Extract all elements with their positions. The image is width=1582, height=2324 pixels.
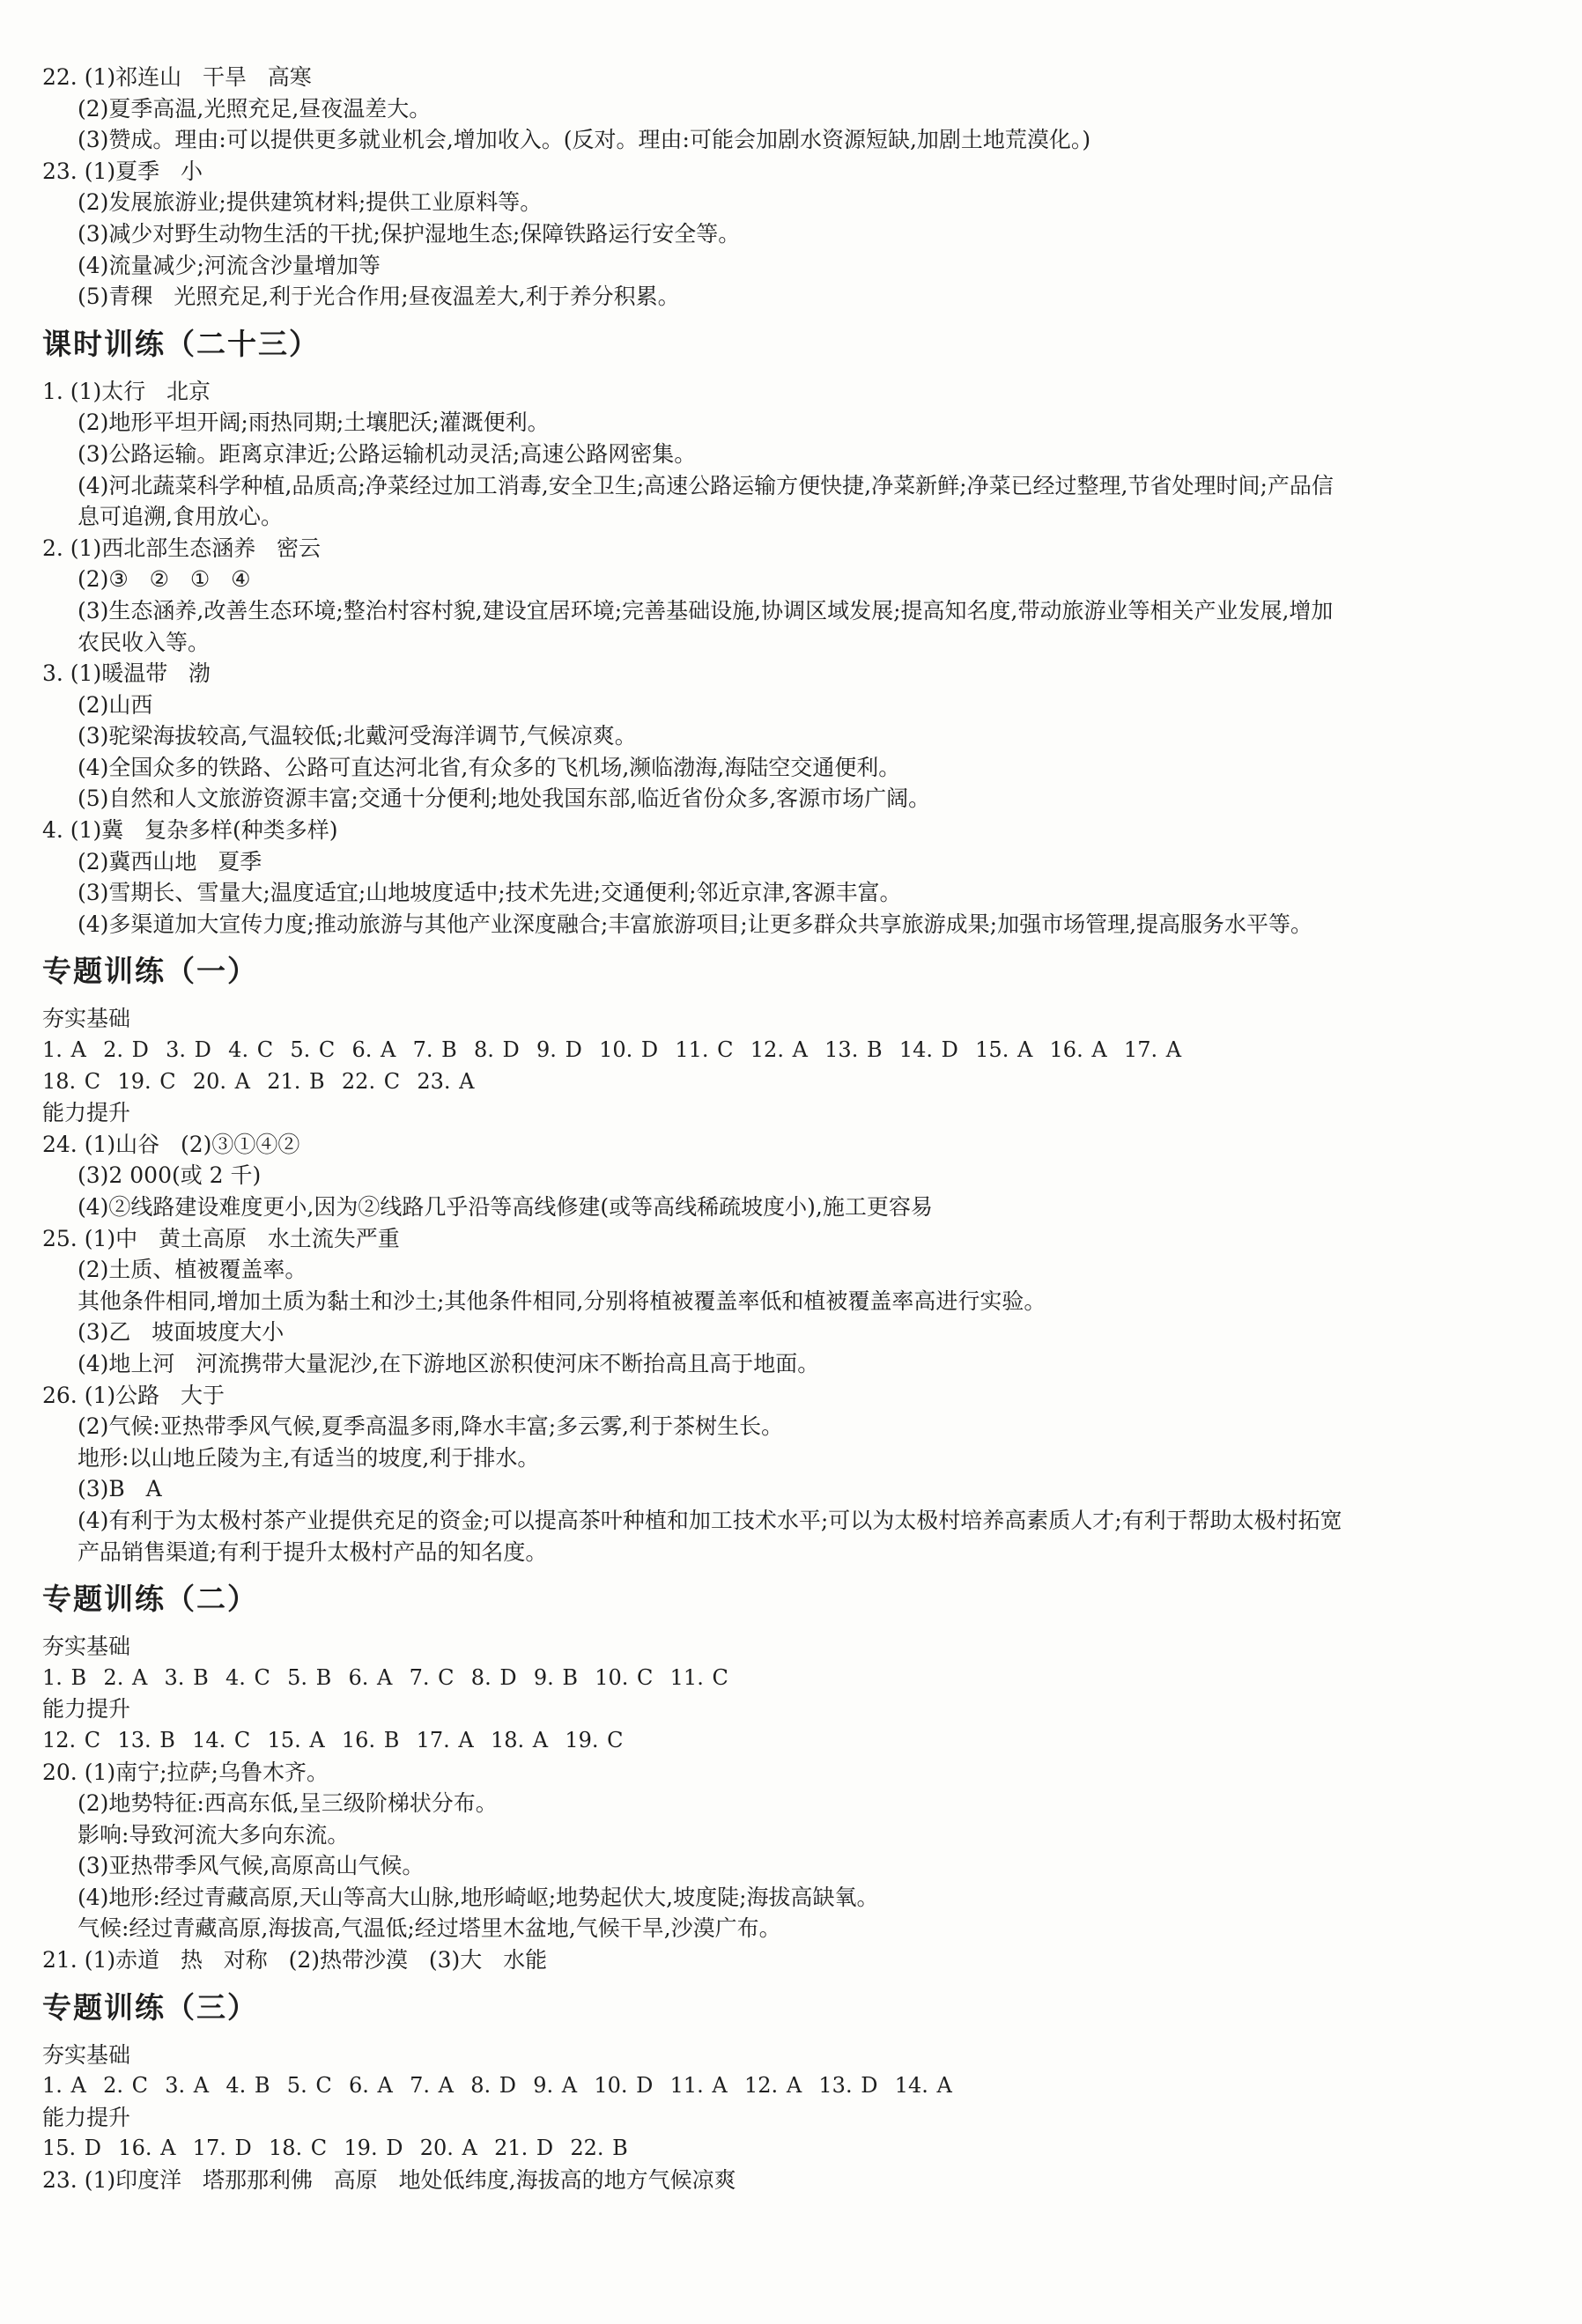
- answer-line: 气候:经过青藏高原,海拔高,气温低;经过塔里木盆地,气候干旱,沙漠广布。: [78, 1915, 781, 1942]
- question-line: 22. (1)祁连山 干旱 高寒: [42, 64, 312, 90]
- answer-line: 地形:以山地丘陵为主,有适当的坡度,利于排水。: [78, 1444, 540, 1471]
- choice-answers-row: 18. C 19. C 20. A 21. B 22. C 23. A: [42, 1068, 475, 1094]
- answer-line: 产品销售渠道;有利于提升太极村产品的知名度。: [78, 1538, 548, 1565]
- answer-line: (3)公路运输。距离京津近;公路运输机动灵活;高速公路网密集。: [78, 440, 697, 467]
- answer-line: 其他条件相同,增加土质为黏土和沙土;其他条件相同,分别将植被覆盖率低和植被覆盖率高进行实验。: [78, 1287, 1046, 1314]
- answer-line: (2)气候:亚热带季风气候,夏季高温多雨,降水丰富;多云雾,利于茶树生长。: [78, 1413, 784, 1440]
- subsection-label: 夯实基础: [42, 1634, 131, 1660]
- answer-line: (3)赞成。理由:可以提供更多就业机会,增加收入。(反对。理由:可能会加剧水资源短缺,加剧土地荒漠化。): [78, 127, 1091, 153]
- answer-line: (2)③ ② ① ④: [78, 566, 251, 593]
- question-line: 3. (1)暖温带 渤: [42, 660, 211, 687]
- answer-line: (4)地形:经过青藏高原,天山等高大山脉,地形崎岖;地势起伏大,坡度陡;海拔高缺氧。: [78, 1884, 879, 1910]
- question-line: 23. (1)印度洋 塔那那利佛 高原 地处低纬度,海拔高的地方气候凉爽: [42, 2167, 736, 2194]
- answer-line: (4)流量减少;河流含沙量增加等: [78, 252, 381, 278]
- answer-line: (3)减少对野生动物生活的干扰;保护湿地生态;保障铁路运行安全等。: [78, 220, 741, 247]
- answer-line: (2)夏季高温,光照充足,昼夜温差大。: [78, 95, 432, 122]
- answer-line: (3)驼梁海拔较高,气温较低;北戴河受海洋调节,气候凉爽。: [78, 723, 637, 749]
- question-line: 23. (1)夏季 小: [42, 158, 203, 184]
- answer-line: (2)发展旅游业;提供建筑材料;提供工业原料等。: [78, 189, 543, 216]
- question-line: 4. (1)冀 复杂多样(种类多样): [42, 817, 338, 844]
- question-line: 21. (1)赤道 热 对称 (2)热带沙漠 (3)大 水能: [42, 1947, 548, 1974]
- answer-line: (2)山西: [78, 691, 153, 718]
- answer-line: (2)土质、植被覆盖率。: [78, 1257, 307, 1283]
- answer-line: (2)地形平坦开阔;雨热同期;土壤肥沃;灌溉便利。: [78, 409, 550, 436]
- choice-answers-row: 12. C 13. B 14. C 15. A 16. B 17. A 18. A 19. C: [42, 1727, 624, 1752]
- answer-line: (4)地上河 河流携带大量泥沙,在下游地区淤积使河床不断抬高且高于地面。: [78, 1350, 820, 1376]
- subsection-label: 夯实基础: [42, 2041, 131, 2068]
- answer-line: 影响:导致河流大多向东流。: [78, 1821, 350, 1848]
- choice-answers-row: 1. A 2. D 3. D 4. C 5. C 6. A 7. B 8. D 9. D 10. D 11. C 12. A 13. B 14. D 15. A 16. A 17. A: [42, 1037, 1182, 1063]
- choice-answers-row: 1. B 2. A 3. B 4. C 5. B 6. A 7. C 8. D 9. B 10. C 11. C: [42, 1664, 728, 1690]
- answer-line: (4)河北蔬菜科学种植,品质高;净菜经过加工消毒,安全卫生;高速公路运输方便快捷,净菜新鲜;净菜已经过整理,节省处理时间;产品信: [78, 472, 1334, 498]
- answer-line: (5)自然和人文旅游资源丰富;交通十分便利;地处我国东部,临近省份众多,客源市场广阔。: [78, 786, 931, 812]
- answer-line: (3)乙 坡面坡度大小: [78, 1319, 285, 1346]
- answer-line: 农民收入等。: [78, 629, 211, 655]
- choice-answers-row: 1. A 2. C 3. A 4. B 5. C 6. A 7. A 8. D 9. A 10. D 11. A 12. A 13. D 14. A: [42, 2073, 952, 2099]
- subsection-label: 能力提升: [42, 2104, 131, 2130]
- answer-line: (3)雪期长、雪量大;温度适宜;山地坡度适中;技术先进;交通便利;邻近京津,客源丰富。: [78, 880, 902, 906]
- answer-line: (2)冀西山地 夏季: [78, 848, 262, 874]
- answer-line: (4)有利于为太极村茶产业提供充足的资金;可以提高茶叶种植和加工技术水平;可以为太极村培养高素质人才;有利于帮助太极村拓宽: [78, 1507, 1342, 1533]
- question-line: 1. (1)太行 北京: [42, 378, 211, 404]
- subsection-label: 能力提升: [42, 1696, 131, 1723]
- section-heading: 专题训练（二）: [42, 1582, 258, 1617]
- answer-line: (4)多渠道加大宣传力度;推动旅游与其他产业深度融合;丰富旅游项目;让更多群众共享旅游成果;加强市场管理,提高服务水平等。: [78, 911, 1313, 937]
- subsection-label: 夯实基础: [42, 1006, 131, 1032]
- answer-line: 息可追溯,食用放心。: [78, 504, 283, 530]
- question-line: 24. (1)山谷 (2)③①④②: [42, 1131, 300, 1157]
- answer-line: (5)青稞 光照充足,利于光合作用;昼夜温差大,利于养分积累。: [78, 284, 680, 310]
- choice-answers-row: 15. D 16. A 17. D 18. C 19. D 20. A 21. D 22. B: [42, 2136, 628, 2161]
- answer-line: (3)B A: [78, 1476, 162, 1502]
- answer-line: (2)地势特征:西高东低,呈三级阶梯状分布。: [78, 1790, 498, 1817]
- section-heading: 课时训练（二十三）: [42, 326, 320, 361]
- answer-line: (4)②线路建设难度更小,因为②线路几乎沿等高线修建(或等高线稀疏坡度小),施工更容易: [78, 1194, 933, 1220]
- question-line: 20. (1)南宁;拉萨;乌鲁木齐。: [42, 1759, 329, 1785]
- section-heading: 专题训练（一）: [42, 954, 258, 989]
- subsection-label: 能力提升: [42, 1100, 131, 1126]
- question-line: 2. (1)西北部生态涵养 密云: [42, 535, 322, 561]
- section-heading: 专题训练（三）: [42, 1989, 258, 2025]
- answer-line: (3)亚热带季风气候,高原高山气候。: [78, 1853, 425, 1879]
- answer-line: (3)生态涵养,改善生态环境;整治村容村貌,建设宜居环境;完善基础设施,协调区域发展;提高知名度,带动旅游业等相关产业发展,增加: [78, 597, 1334, 623]
- question-line: 25. (1)中 黄土高原 水土流失严重: [42, 1225, 400, 1251]
- answer-line: (4)全国众多的铁路、公路可直达河北省,有众多的飞机场,濒临渤海,海陆空交通便利。: [78, 754, 901, 780]
- question-line: 26. (1)公路 大于: [42, 1382, 225, 1408]
- answer-line: (3)2 000(或 2 千): [78, 1162, 262, 1189]
